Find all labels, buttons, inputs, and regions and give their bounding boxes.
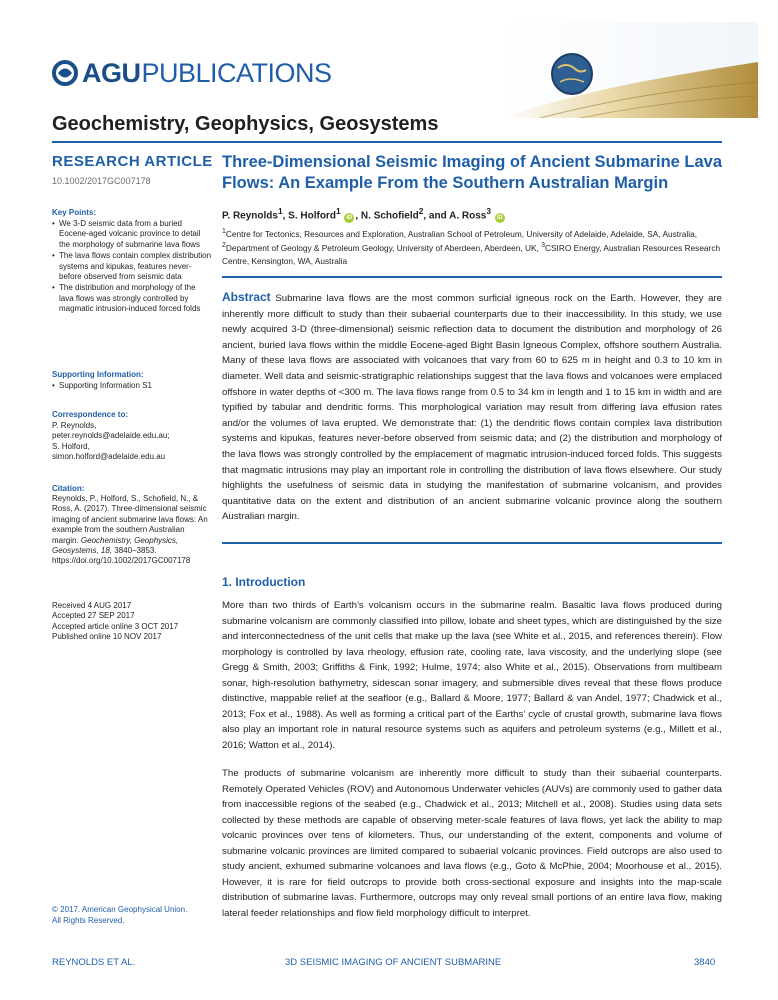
key-point-item: • We 3-D seismic data from a buried Eocene-aged volcanic province to detail the morphology of submarine lava flows — [52, 219, 212, 250]
author-name[interactable]: A. Ross — [449, 210, 487, 222]
correspondence-name: P. Reynolds, — [52, 421, 97, 430]
supporting-information-link[interactable]: • Supporting Information S1 — [52, 381, 212, 391]
date-published: Published online 10 NOV 2017 — [52, 632, 162, 642]
article-title: Three-Dimensional Seismic Imaging of Ancient Submarine Lava Flows: An Example From the Southern Australian Margin — [222, 153, 723, 192]
author-affiliation-marker: 1 — [277, 206, 283, 216]
abstract — [222, 290, 722, 525]
header-decorative-art — [500, 22, 758, 118]
affiliation-text: Centre for Tectonics, Resources and Exploration, Australian School of Petroleum, University of Adelaide, Adelaide, SA, Australia, — [225, 228, 698, 239]
author-affiliation-marker: 1 — [335, 206, 341, 216]
affiliation-marker: 3 — [541, 242, 545, 250]
affiliations — [222, 226, 722, 267]
citation-authors: Reynolds, P., Holford, S., Schofield, N., & Ross, A. (2017). Three-dimensional seismic imaging of ancient submarine lava flows: An example from the southern Australian margin. — [52, 494, 208, 545]
agu-publications-logo — [52, 58, 332, 88]
footer-page-number: 3840 — [694, 957, 716, 968]
date-accepted: Accepted 27 SEP 2017 — [52, 611, 135, 621]
copyright-notice — [52, 905, 212, 926]
affiliation-marker: 1 — [222, 228, 226, 235]
section-heading-introduction: 1. Introduction — [222, 575, 306, 589]
journal-title: Geochemistry, Geophysics, Geosystems — [52, 113, 439, 135]
citation-heading: Citation: — [52, 484, 85, 493]
footer-running-title: 3D SEISMIC IMAGING OF ANCIENT SUBMARINE — [285, 957, 502, 968]
affiliation-text: Department of Geology & Petroleum Geology, University of Aberdeen, Aberdeen, UK, — [225, 243, 542, 254]
author-name[interactable]: N. Schofield — [360, 210, 419, 222]
orcid-icon[interactable]: iD — [496, 215, 503, 222]
supporting-information-heading: Supporting Information: — [52, 370, 144, 379]
key-point-item: • The lava flows contain complex distribution systems and kipukas, features never-before observed from seismic data — [52, 251, 212, 282]
footer-running-authors: REYNOLDS ET AL. — [52, 957, 136, 968]
header-divider — [52, 141, 722, 143]
author-separator: , and — [423, 210, 450, 222]
supporting-information-list — [52, 381, 212, 392]
correspondence-email[interactable]: simon.holford@adelaide.edu.au — [52, 452, 166, 462]
author-affiliation-marker: 2 — [418, 206, 424, 216]
logo-agu-text: AGU — [82, 57, 141, 88]
article-doi[interactable]: 10.1002/2017GC007178 — [52, 176, 151, 186]
correspondence-email[interactable]: peter.reynolds@adelaide.edu.au; — [52, 431, 170, 441]
correspondence-block — [52, 421, 212, 463]
body-paragraph: More than two thirds of Earth’s volcanism occurs in the submarine realm. Basaltic lava flows produced during submarine volcanism are commonly classified into pillow, lobate and sheet types, which are distinguished by the size and interconnectedness of the unit cells that make up the lava (see White et al., 2015, and references therein). Flow morphology is controlled by lava rheology, effusion rate, cooling rate, lava viscosity, and the underlying slope (see Gregg & Smith, 2003; Griffiths & Fink, 1992; Hulme, 1974; also White et al., 2015). Observations from multibeam sonar, high-resolution bathymetry, sidescan sonar imagery, and submersible dives reveal that these flows produce distinctive, mappable relief at the seafloor (e.g., Ballard & Moore, 1977; Ballard & van Andel, 1977; Chadwick et al., 2013; Fox et al., 1988). As well as forming a critical part of the Earths’ cycle of crustal growth, submarine lava flows also play an important role in natural resource systems such as aquifers and petroleum systems (e.g., Millett et al., 2016; Watton et al., 2014). — [222, 600, 722, 751]
affiliation-text: CSIRO Energy, Australian Resources Research Centre, Kensington, WA, Australia — [222, 243, 721, 266]
date-online: Accepted article online 3 OCT 2017 — [52, 621, 179, 631]
author-separator: , — [355, 210, 361, 222]
author-name[interactable]: S. Holford — [288, 210, 336, 222]
author-name[interactable]: P. Reynolds — [222, 210, 278, 222]
key-point-item: • The distribution and morphology of the lava flows was strongly controlled by magmatic intrusion-induced forced folds — [52, 283, 212, 314]
key-points-list — [52, 219, 212, 316]
abstract-text: Submarine lava flows are the most common surficial igneous rock on the Earth. However, they are inherently more difficult to study than their subaerial counterparts due to their inaccessibility. In this study, we use newly acquired 3-D (three-dimensional) seismic reflection data to document the distribution and morphology of 26 ancient, buried lava flows within the middle Eocene-aged Bight Basin Igneous Complex, offshore southern Australia. Many of these lava flows are associated with volcanoes that vary from 60 to 625 m in height and 0.3 to 10 km in diameter. Well data and seismic-stratigraphic relationships suggest that the lava flows and volcanoes were emplaced offshore in water depths of <300 m. The lava flows range from 0.5 to 34 km in length and 1 to 15 km in width and are typified by tabular and dendritic forms. This morphological variation may result from differing lava effusion rates and/or the volumes of lava erupted. We demonstrate that: (1) the dendritic flows contain complex lava distribution systems and kipukas, features never-before observed from seismic data; and (2) the distribution and morphology of the lava flows was strongly controlled by the emplacement of magmatic intrusion-induced forced folds. This suggests that magmatic intrusions may play an important role in controlling the distribution of lava flows elsewhere. Our study highlights the usefulness of seismic data in studying the manifestation of submarine volcanism, and provides quantitative data on the extent and distribution of an ancient submarine volcanic province along the southern Australian margin. — [222, 293, 722, 523]
copyright-line: All Rights Reserved. — [52, 915, 125, 925]
citation-text — [52, 494, 212, 567]
abstract-top-divider — [222, 276, 722, 278]
correspondence-heading: Correspondence to: — [52, 410, 129, 419]
orcid-icon[interactable]: iD — [346, 215, 353, 222]
affiliation-marker: 2 — [222, 242, 226, 250]
agu-globe-icon — [52, 60, 78, 86]
abstract-label: Abstract — [222, 290, 271, 304]
logo-publications-text: PUBLICATIONS — [141, 57, 332, 88]
copyright-line: © 2017. American Geophysical Union. — [52, 905, 188, 914]
abstract-bottom-divider — [222, 542, 722, 544]
author-list — [222, 206, 506, 223]
article-type-label: RESEARCH ARTICLE — [52, 153, 213, 170]
correspondence-name: S. Holford, — [52, 441, 90, 451]
body-paragraph: The products of submarine volcanism are inherently more difficult to study than their subaerial counterparts. Remotely Operated Vehicles (ROV) and Autonomous Underwater vehicles (AUVs) are commonly used to gather data from inaccessible regions of the seabed (e.g., Chadwick et al., 2013; Mitchell et al., 2008). Studies using data sets collected by these methods are capable of observing meter-scale features of lava flows, yet lack the ability to map volcanic provinces over tens of kilometers. Thus, our understanding of the extent, components and volume of submarine volcanic provinces are limited compared to subaerial volcanic provinces. Field outcrops are also used to study ancient, exhumed submarine volcanoes and lava flows (e.g., Goto & McPhie, 2004; Moorhouse et al., 2015). However, it is rare for field outcrops to provide both cross-sectional exposure and insights into the map-scale distribution of submarine lavas. Furthermore, outcrops may only reveal small portions of an entire lava flow, making lateral feeder relationships and flow field morphology difficult to interpret. — [222, 768, 722, 919]
date-received: Received 4 AUG 2017 — [52, 601, 132, 610]
citation-volume: 18, — [100, 546, 113, 556]
article-dates — [52, 601, 212, 643]
citation-journal: Geochemistry, Geophysics, Geosystems, — [52, 535, 179, 556]
key-points-heading: Key Points: — [52, 208, 97, 217]
author-affiliation-marker: 3 — [486, 206, 491, 216]
author-separator: , — [282, 210, 289, 222]
citation-pages-doi[interactable]: 3840–3853. https://doi.org/10.1002/2017GC007178 — [52, 546, 191, 566]
